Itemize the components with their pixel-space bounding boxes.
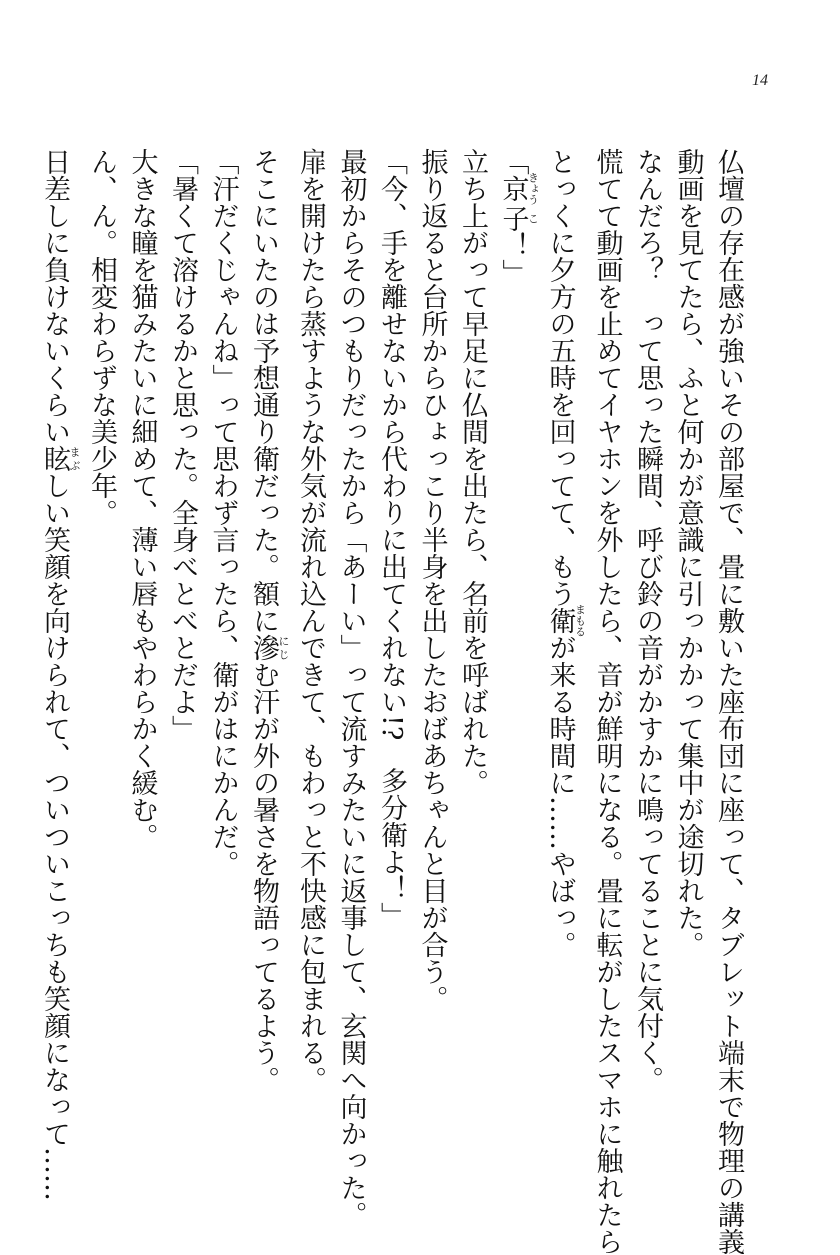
furigana-reading: こ — [526, 205, 540, 232]
text-line: なんだろ？ って思った瞬間、呼び鈴の音がかすかに鳴ってることに気付く。 — [632, 148, 663, 1093]
furigana-reading: まぶ — [68, 445, 81, 472]
furigana-reading: きょう — [526, 172, 540, 205]
text-line: 大きな瞳を猫みたいに細めて、薄い唇もやわらかく緩む。 — [126, 148, 158, 850]
furigana-ruby: 滲にじ — [248, 634, 290, 661]
furigana-reading: にじ — [277, 634, 290, 661]
text-line: 「汗だくじゃんね」って思わず言ったら、衛がはにかんだ。 — [207, 148, 239, 877]
furigana-ruby: 眩まぶ — [39, 445, 81, 472]
text-line: 扉を開けたら蒸すような外気が流れ込んできて、もわっと不快感に包まれる。 — [295, 148, 326, 1093]
text-line-with-ruby: とっくに夕方の五時を回ってて、もう衛まもるが来る時間に……やばっ。 — [544, 148, 587, 958]
text-line: 最初からそのつもりだったから「あーい」って流すみたいに返事して、玄関へ向かった。 — [335, 148, 367, 1228]
text-line: 仏壇の存在感が強いその部屋で、畳に敷いた座布団に座って、タブレット端末で物理の講義 — [713, 148, 744, 1255]
page-number: 14 — [752, 72, 768, 89]
furigana-reading: まもる — [573, 604, 587, 637]
text-line: ん、ん。相変わらずな美少年。 — [86, 148, 117, 526]
text-line-with-ruby: 「京きょう子こ！」 — [497, 148, 540, 286]
text-line: 「今、手を離せないから代わりに出てくれない!? 多分衛よ！」 — [376, 148, 407, 930]
text-line: 「暑くて溶けるかと思った。全身べとべとだよ」 — [167, 148, 198, 742]
text-line: 動画を見てたら、ふと何かが意識に引っかかって集中が途切れた。 — [672, 148, 704, 958]
furigana-ruby: 子こ — [497, 205, 540, 232]
furigana-ruby: 衛まもる — [544, 604, 587, 637]
novel-body-text — [34, 148, 749, 1255]
text-line-with-ruby: 日差しに負けないくらい眩まぶしい笑顔を向けられて、ついついこっちも笑顔になって…… — [39, 148, 81, 1201]
text-line: 慌てて動画を止めてイヤホンを外したら、音が鮮明になる。畳に転がしたスマホに触れたら — [591, 148, 623, 1255]
text-line: 立ち上がって早足に仏間を出たら、名前を呼ばれた。 — [457, 148, 488, 796]
text-line: 振り返ると台所からひょっこり半身を出したおばあちゃんと目が合う。 — [416, 148, 448, 1012]
text-line-with-ruby: そこにいたのは予想通り衛だった。額に滲にじむ汗が外の暑さを物語ってるよう。 — [248, 148, 290, 1093]
furigana-ruby: 京きょう — [497, 172, 540, 205]
